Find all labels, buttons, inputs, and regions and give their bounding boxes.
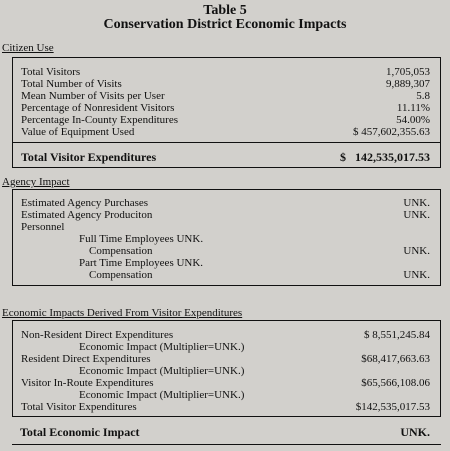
- table-row: [21, 233, 430, 245]
- row-label: Economic Impact (Multiplier=UNK.): [79, 341, 245, 353]
- table-row: [21, 401, 430, 413]
- row-value: $ 457,602,355.63: [353, 126, 430, 138]
- table-row: [21, 78, 430, 90]
- agency-impact-heading: Agency Impact: [2, 176, 70, 188]
- agency-impact-box: [12, 189, 441, 286]
- row-value: 11.11%: [396, 102, 430, 114]
- row-label: Total Visitor Expenditures: [21, 401, 137, 413]
- row-label: Estimated Agency Purchases: [21, 197, 149, 209]
- row-label: Value of Equipment Used: [21, 126, 135, 138]
- row-label: Part Time Employees UNK.: [79, 257, 204, 269]
- table-row: [21, 341, 430, 353]
- bottom-rule: [12, 444, 441, 445]
- table-row: [21, 245, 430, 257]
- economic-impacts-heading: Economic Impacts Derived From Visitor Expenditures: [2, 307, 243, 319]
- row-value: 1,705,053: [386, 66, 430, 78]
- table-row: [21, 377, 430, 389]
- table-row: [21, 66, 430, 78]
- row-value: $68,417,663.63: [361, 353, 430, 365]
- total-economic-impact-value: UNK.: [400, 425, 430, 439]
- table-row: [21, 126, 430, 138]
- row-label: Non-Resident Direct Expenditures: [21, 329, 174, 341]
- table-row: [21, 90, 430, 102]
- row-value: $142,535,017.53: [355, 401, 430, 413]
- table-row: [21, 389, 430, 401]
- row-label: Visitor In-Route Expenditures: [21, 377, 154, 389]
- economic-impacts-box: [12, 320, 441, 417]
- row-value: UNK.: [403, 197, 430, 209]
- row-label: Compensation: [89, 245, 153, 257]
- citizen-use-box: [12, 57, 441, 168]
- row-label: Economic Impact (Multiplier=UNK.): [79, 389, 245, 401]
- row-label: Full Time Employees UNK.: [79, 233, 204, 245]
- table-row: [21, 257, 430, 269]
- divider: [13, 142, 440, 143]
- row-value: UNK.: [403, 245, 430, 257]
- row-value: UNK.: [403, 209, 430, 221]
- row-label: Percentage of Nonresident Visitors: [21, 102, 175, 114]
- table-row: [21, 353, 430, 365]
- total-value: $ 142,535,017.53: [340, 150, 430, 164]
- table-subtitle: Conservation District Economic Impacts: [103, 17, 347, 32]
- table-title: Table 5: [203, 3, 247, 18]
- table-row: [21, 221, 430, 233]
- row-value: 5.8: [416, 90, 430, 102]
- row-label: Personnel: [21, 221, 65, 233]
- table-row: [21, 209, 430, 221]
- row-label: Mean Number of Visits per User: [21, 90, 165, 102]
- row-label: Resident Direct Expenditures: [21, 353, 151, 365]
- total-row: [21, 150, 430, 164]
- total-economic-impact-label: Total Economic Impact: [20, 425, 140, 439]
- row-label: Economic Impact (Multiplier=UNK.): [79, 365, 245, 377]
- row-label: Percentage In-County Expenditures: [21, 114, 179, 126]
- row-label: Compensation: [89, 269, 153, 281]
- table-row: [21, 269, 430, 281]
- citizen-use-heading: Citizen Use: [2, 42, 54, 54]
- row-value: $ 8,551,245.84: [364, 329, 430, 341]
- table-row: [21, 102, 430, 114]
- row-label: Total Visitors: [21, 66, 81, 78]
- total-label: Total Visitor Expenditures: [21, 150, 157, 164]
- total-economic-impact-row: [20, 425, 430, 439]
- table-row: [21, 197, 430, 209]
- row-label: Total Number of Visits: [21, 78, 122, 90]
- row-value: UNK.: [403, 269, 430, 281]
- table-row: [21, 114, 430, 126]
- row-label: Estimated Agency Produciton: [21, 209, 153, 221]
- row-value: 9,889,307: [386, 78, 430, 90]
- row-value: 54.00%: [396, 114, 430, 126]
- row-value: $65,566,108.06: [361, 377, 430, 389]
- table-row: [21, 365, 430, 377]
- table-row: [21, 329, 430, 341]
